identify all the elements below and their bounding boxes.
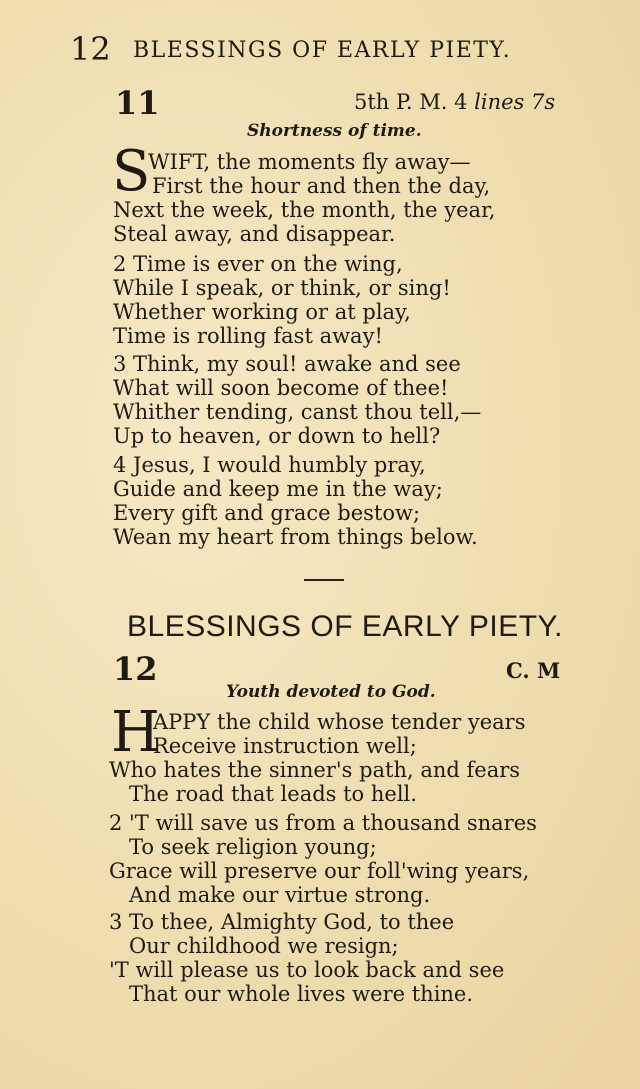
hymn-11-line-5: 2 Time is ever on the wing, [113, 252, 403, 276]
hymn-11-line-3: Next the week, the month, the year, [113, 198, 496, 222]
section-title: BLESSINGS OF EARLY PIETY. [127, 610, 564, 643]
hymn-12-line-3: Who hates the sinner's path, and fears [109, 758, 521, 782]
hymn-12-number: 12 [113, 650, 158, 688]
hymn-11-line-1: WIFT, the moments fly away— [148, 150, 471, 174]
hymn-12-line-1: APPY the child whose tender years [153, 710, 526, 734]
hymn-11-line-11: Whither tending, canst thou tell,— [113, 400, 482, 424]
hymn-12-meter: C. M [506, 658, 561, 683]
hymn-11-line-15: Every gift and grace bestow; [113, 501, 421, 525]
hymn-11-meter-text: 5th P. M. 4 [354, 90, 468, 114]
hymn-11-line-2: First the hour and then the day, [152, 174, 491, 198]
hymn-11-line-14: Guide and keep me in the way; [113, 477, 443, 501]
hymn-12-dropcap: H [111, 700, 160, 765]
hymn-11-number: 11 [115, 84, 160, 122]
hymn-12-line-6: To seek religion young; [129, 835, 377, 859]
hymn-11-line-13: 4 Jesus, I would humbly pray, [113, 453, 426, 477]
hymn-11-line-12: Up to heaven, or down to hell? [113, 424, 441, 448]
hymn-11-subtitle: Shortness of time. [247, 121, 422, 141]
hymn-12-line-4: The road that leads to hell. [129, 782, 417, 806]
page-number: 12 [70, 30, 111, 68]
hymn-11-line-9: 3 Think, my soul! awake and see [113, 352, 461, 376]
hymn-12-line-7: Grace will preserve our foll'wing years, [109, 859, 530, 883]
hymn-11-line-6: While I speak, or think, or sing! [113, 276, 451, 300]
hymn-12-line-2: Receive instruction well; [153, 734, 417, 758]
hymn-11-meter [354, 90, 555, 114]
hymn-12-line-8: And make our virtue strong. [129, 883, 431, 907]
hymn-12-line-11: 'T will please us to look back and see [109, 958, 505, 982]
hymn-12-line-10: Our childhood we resign; [129, 934, 399, 958]
hymn-11-line-4: Steal away, and disappear. [113, 222, 396, 246]
hymn-11-dropcap: S [112, 139, 151, 204]
hymn-12-line-9: 3 To thee, Almighty God, to thee [109, 910, 455, 934]
hymn-12-subtitle: Youth devoted to God. [226, 682, 436, 702]
hymn-11-line-10: What will soon become of thee! [113, 376, 449, 400]
hymn-12-line-5: 2 'T will save us from a thousand snares [109, 811, 537, 835]
hymn-11-line-8: Time is rolling fast away! [113, 324, 383, 348]
hymn-11-meter-italic: lines 7s [474, 90, 556, 114]
running-title: BLESSINGS OF EARLY PIETY. [133, 38, 512, 63]
hymn-11-line-7: Whether working or at play, [113, 300, 411, 324]
hymn-12-line-12: That our whole lives were thine. [129, 982, 474, 1006]
hymn-11-line-16: Wean my heart from things below. [113, 525, 478, 549]
section-divider [304, 579, 344, 581]
